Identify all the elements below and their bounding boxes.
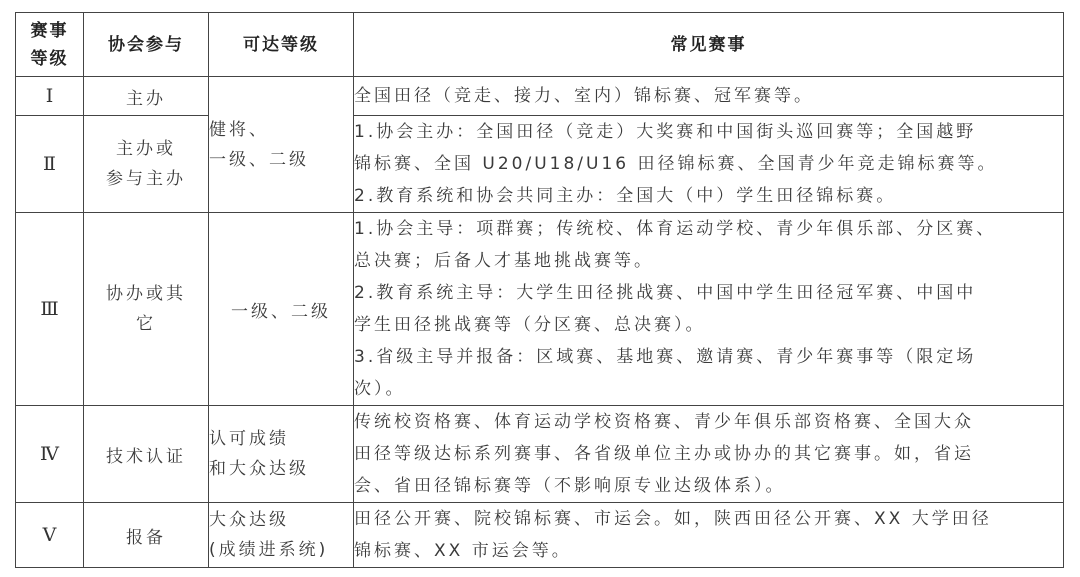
reachable-grade-text: (成绩进系统) (209, 540, 329, 560)
association-cell (84, 77, 209, 116)
header-level-line-2: 等级 (30, 48, 69, 69)
table-header-row (16, 13, 1064, 77)
events-line: 3.省级主导并报备：区域赛、基地赛、邀请赛、青少年赛事等（限定场 (354, 347, 977, 367)
header-level-line-1: 赛事 (30, 20, 69, 41)
events-line: 田径公开赛、院校锦标赛、市运会。如，陕西田径公开赛、XX 大学田径 (354, 509, 992, 529)
header-reachable-grade: 可达等级 (209, 13, 354, 77)
header-common-events: 常见赛事 (354, 13, 1064, 77)
reachable-grade-cell (209, 213, 354, 406)
reachable-grade-cell (209, 77, 354, 213)
reachable-grade-cell (209, 503, 354, 568)
table-row (16, 406, 1064, 503)
header-level (16, 13, 84, 77)
reachable-grade-text: 一级、二级 (209, 149, 309, 170)
reachable-grade-text: 和大众达级 (209, 459, 309, 479)
events-line: 会、省田径锦标赛等（不影响原专业达级体系）。 (354, 476, 786, 496)
events-line: 1.协会主办：全国田径（竞走）大奖赛和中国街头巡回赛等；全国越野 (354, 122, 977, 142)
association-text: 主办 (126, 88, 166, 109)
events-line: 次）。 (354, 379, 406, 399)
association-text: 参与主办 (106, 169, 186, 189)
event-grade-table (15, 12, 1064, 568)
events-line: 学生田径挑战赛等（分区赛、总决赛）。 (354, 315, 706, 335)
events-line: 总决赛；后备人才基地挑战赛等。 (354, 251, 654, 271)
association-cell (84, 116, 209, 213)
events-line: 全国田径（竞走、接力、室内）锦标赛、冠军赛等。 (354, 86, 814, 106)
reachable-grade-text: 健将、 (209, 119, 269, 140)
events-cell (354, 213, 1064, 406)
level-cell: Ⅳ (16, 406, 84, 503)
events-cell (354, 406, 1064, 503)
association-cell (84, 213, 209, 406)
level-cell: Ⅴ (16, 503, 84, 568)
reachable-grade-text: 大众达级 (209, 510, 289, 530)
table-row (16, 116, 1064, 213)
table-row (16, 213, 1064, 406)
table-row (16, 503, 1064, 568)
events-line: 田径等级达标系列赛事、各省级单位主办或协办的其它赛事。如，省运 (354, 444, 974, 464)
events-cell (354, 116, 1064, 213)
header-association: 协会参与 (84, 13, 209, 77)
level-cell: Ⅱ (16, 116, 84, 213)
reachable-grade-text: 一级、二级 (231, 301, 331, 322)
association-cell (84, 406, 209, 503)
events-line: 2.教育系统和协会共同主办：全国大（中）学生田径锦标赛。 (354, 186, 897, 206)
events-cell (354, 77, 1064, 116)
level-cell: Ⅲ (16, 213, 84, 406)
association-text: 协办或其 (106, 284, 186, 304)
events-line: 锦标赛、全国 U20/U18/U16 田径锦标赛、全国青少年竞走锦标赛等。 (354, 154, 998, 174)
reachable-grade-cell (209, 406, 354, 503)
events-line: 2.教育系统主导：大学生田径挑战赛、中国中学生田径冠军赛、中国中 (354, 283, 977, 303)
association-text: 它 (136, 314, 156, 334)
events-cell (354, 503, 1064, 568)
association-text: 报备 (126, 527, 166, 548)
level-cell: Ⅰ (16, 77, 84, 116)
association-text: 技术认证 (106, 446, 186, 467)
table-row (16, 77, 1064, 116)
events-line: 1.协会主导：项群赛；传统校、体育运动学校、青少年俱乐部、分区赛、 (354, 219, 997, 239)
reachable-grade-text: 认可成绩 (209, 429, 289, 449)
events-line: 传统校资格赛、体育运动学校资格赛、青少年俱乐部资格赛、全国大众 (354, 412, 974, 432)
association-cell (84, 503, 209, 568)
association-text: 主办或 (116, 139, 176, 159)
events-line: 锦标赛、XX 市运会等。 (354, 541, 572, 561)
